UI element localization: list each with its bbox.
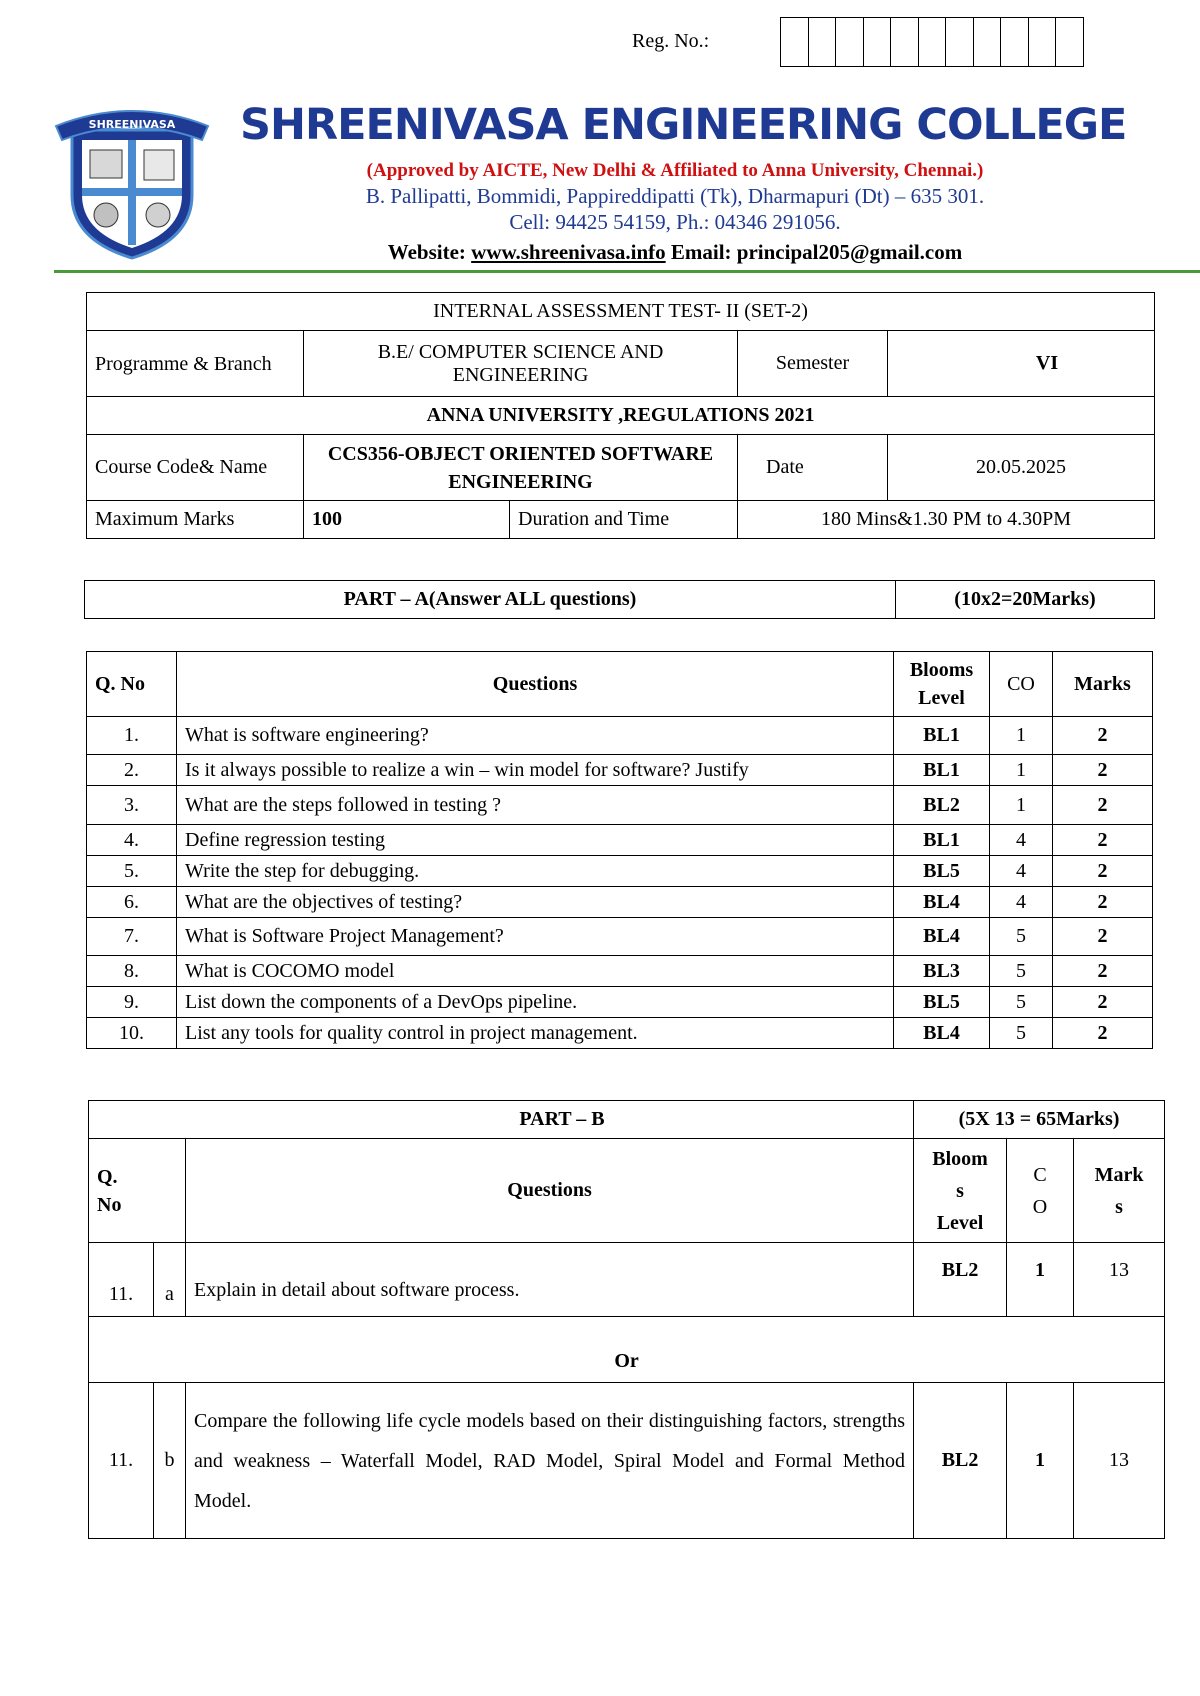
part-b-blooms-line3: Level <box>936 1211 984 1234</box>
q11b-marks: 13 <box>1074 1383 1165 1539</box>
question-marks: 2 <box>1053 918 1153 956</box>
question-text: List down the components of a DevOps pipeline. <box>177 987 894 1018</box>
blooms-header-line1: Blooms <box>909 659 974 681</box>
question-co: 5 <box>990 1018 1053 1049</box>
duration-value: 180 Mins&1.30 PM to 4.30PM <box>738 501 1155 539</box>
part-b-co-header <box>1007 1139 1074 1243</box>
question-co: 4 <box>990 856 1053 887</box>
question-row <box>87 887 1153 918</box>
q11b-bl: BL2 <box>914 1383 1007 1539</box>
question-co: 1 <box>990 786 1053 825</box>
question-marks: 2 <box>1053 717 1153 755</box>
question-number: 10. <box>87 1018 177 1049</box>
question-blooms-level: BL4 <box>894 887 990 918</box>
question-number: 6. <box>87 887 177 918</box>
course-value <box>304 435 738 501</box>
question-co: 5 <box>990 987 1053 1018</box>
reg-no-box[interactable] <box>1055 18 1084 66</box>
reg-no-box[interactable] <box>945 18 973 66</box>
test-title: INTERNAL ASSESSMENT TEST- II (SET-2) <box>87 293 1155 331</box>
question-blooms-level: BL1 <box>894 755 990 786</box>
part-b-table <box>88 1100 1165 1539</box>
part-b-co-line1: C <box>1033 1163 1047 1186</box>
question-co: 4 <box>990 825 1053 856</box>
questions-header: Questions <box>177 652 894 717</box>
question-number: 3. <box>87 786 177 825</box>
question-co: 4 <box>990 887 1053 918</box>
question-row <box>87 856 1153 887</box>
question-row <box>87 786 1153 825</box>
question-row <box>87 918 1153 956</box>
question-marks: 2 <box>1053 856 1153 887</box>
question-text: What are the steps followed in testing ? <box>177 786 894 825</box>
question-marks: 2 <box>1053 987 1153 1018</box>
question-text: What is software engineering? <box>177 717 894 755</box>
qno-header: Q. No <box>87 652 177 717</box>
reg-no-box[interactable] <box>835 18 863 66</box>
question-text: Is it always possible to realize a win – win model for software? Justify <box>177 755 894 786</box>
question-blooms-level: BL5 <box>894 987 990 1018</box>
question-text: What is COCOMO model <box>177 956 894 987</box>
part-b-qno-line2: No <box>97 1193 122 1216</box>
semester-label: Semester <box>738 331 888 397</box>
q11b-question: Compare the following life cycle models based on their distinguishing factors, strengths and weakness – Waterfall Model, RAD Model, Spiral Model and Formal Method Model. <box>186 1383 914 1539</box>
course-value-line1: CCS356-OBJECT ORIENTED SOFTWARE <box>327 442 714 465</box>
question-marks: 2 <box>1053 755 1153 786</box>
question-row <box>87 717 1153 755</box>
part-b-marks-line1: Mark <box>1094 1163 1144 1186</box>
question-number: 5. <box>87 856 177 887</box>
question-blooms-level: BL4 <box>894 1018 990 1049</box>
question-row <box>87 755 1153 786</box>
question-text: What is Software Project Management? <box>177 918 894 956</box>
marks-header: Marks <box>1053 652 1153 717</box>
part-b-qno-header <box>89 1139 186 1243</box>
date-label: Date <box>738 435 888 501</box>
q11a-bl: BL2 <box>914 1243 1007 1317</box>
question-text: Define regression testing <box>177 825 894 856</box>
reg-no-box[interactable] <box>973 18 1001 66</box>
reg-no-box[interactable] <box>1000 18 1028 66</box>
q11a-question: Explain in detail about software process. <box>186 1243 914 1317</box>
question-marks: 2 <box>1053 956 1153 987</box>
question-number: 9. <box>87 987 177 1018</box>
question-number: 4. <box>87 825 177 856</box>
question-blooms-level: BL5 <box>894 856 990 887</box>
part-b-blooms-header <box>914 1139 1007 1243</box>
question-marks: 2 <box>1053 887 1153 918</box>
email-value: principal205@gmail.com <box>736 240 963 264</box>
question-blooms-level: BL1 <box>894 825 990 856</box>
question-text: List any tools for quality control in project management. <box>177 1018 894 1049</box>
part-a-table <box>86 651 1153 1049</box>
part-b-qno-line1: Q. <box>97 1165 118 1188</box>
reg-no-box[interactable] <box>1028 18 1056 66</box>
question-number: 1. <box>87 717 177 755</box>
date-value: 20.05.2025 <box>888 435 1155 501</box>
part-b-marks-line2: s <box>1115 1195 1123 1218</box>
part-b-marks-header <box>1074 1139 1165 1243</box>
question-marks: 2 <box>1053 1018 1153 1049</box>
part-b-blooms-line1: Bloom <box>932 1147 988 1170</box>
or-separator: Or <box>89 1317 1165 1383</box>
q11b-sub: b <box>154 1383 186 1539</box>
exam-info-table <box>86 292 1155 539</box>
max-marks-label: Maximum Marks <box>87 501 304 539</box>
question-co: 5 <box>990 956 1053 987</box>
programme-value: B.E/ COMPUTER SCIENCE AND ENGINEERING <box>304 331 738 397</box>
question-blooms-level: BL2 <box>894 786 990 825</box>
q11b-no: 11. <box>89 1383 154 1539</box>
course-value-line2: ENGINEERING <box>448 470 593 493</box>
semester-value: VI <box>888 331 1155 397</box>
question-blooms-level: BL3 <box>894 956 990 987</box>
part-b-co-line2: O <box>1032 1195 1048 1218</box>
reg-no-box[interactable] <box>808 18 836 66</box>
question-row <box>87 825 1153 856</box>
q11a-no: 11. <box>89 1243 154 1317</box>
question-number: 7. <box>87 918 177 956</box>
college-address: B. Pallipatti, Bommidi, Pappireddipatti (Tk), Dharmapuri (Dt) – 635 301. <box>365 184 985 208</box>
course-label: Course Code& Name <box>87 435 304 501</box>
part-b-marks: (5X 13 = 65Marks) <box>914 1101 1165 1139</box>
question-row <box>87 1018 1153 1049</box>
blooms-header-line2: Level <box>918 687 965 709</box>
college-contact: Cell: 94425 54159, Ph.: 04346 291056. <box>509 210 841 234</box>
email-label: Email: <box>670 240 732 264</box>
question-marks: 2 <box>1053 786 1153 825</box>
website-link[interactable]: www.shreenivasa.info <box>471 240 666 264</box>
q11a-sub: a <box>154 1243 186 1317</box>
web-email-line <box>150 240 1200 265</box>
q11a-marks: 13 <box>1074 1243 1165 1317</box>
part-b-title: PART – B <box>89 1101 914 1139</box>
reg-no-label: Reg. No.: <box>632 30 710 52</box>
header-divider <box>54 270 1200 273</box>
question-co: 5 <box>990 918 1053 956</box>
q11a-co: 1 <box>1007 1243 1074 1317</box>
duration-label: Duration and Time <box>510 501 738 539</box>
part-a-header <box>84 580 1155 619</box>
part-a-title: PART – A(Answer ALL questions) <box>85 581 896 619</box>
question-number: 8. <box>87 956 177 987</box>
reg-no-box[interactable] <box>863 18 891 66</box>
question-row <box>87 987 1153 1018</box>
question-blooms-level: BL1 <box>894 717 990 755</box>
approval-text: (Approved by AICTE, New Delhi & Affiliated to Anna University, Chennai.) <box>366 160 984 181</box>
question-row <box>87 956 1153 987</box>
part-b-questions-header: Questions <box>186 1139 914 1243</box>
website-label: Website: <box>387 240 466 264</box>
part-a-marks: (10x2=20Marks) <box>896 581 1155 619</box>
reg-no-box[interactable] <box>918 18 946 66</box>
question-co: 1 <box>990 717 1053 755</box>
max-marks-value: 100 <box>304 501 510 539</box>
question-co: 1 <box>990 755 1053 786</box>
blooms-header <box>894 652 990 717</box>
programme-label: Programme & Branch <box>87 331 304 397</box>
q11b-co: 1 <box>1007 1383 1074 1539</box>
question-text: Write the step for debugging. <box>177 856 894 887</box>
reg-no-boxes <box>780 17 1084 67</box>
logo-banner-text: SHREENIVASA <box>88 118 176 131</box>
reg-no-box[interactable] <box>890 18 918 66</box>
question-blooms-level: BL4 <box>894 918 990 956</box>
college-name: SHREENIVASA ENGINEERING COLLEGE <box>240 100 1127 150</box>
question-number: 2. <box>87 755 177 786</box>
question-text: What are the objectives of testing? <box>177 887 894 918</box>
regulation-text: ANNA UNIVERSITY ,REGULATIONS 2021 <box>87 397 1155 435</box>
co-header: CO <box>990 652 1053 717</box>
question-marks: 2 <box>1053 825 1153 856</box>
part-b-blooms-line2: s <box>956 1179 964 1202</box>
reg-no-box[interactable] <box>780 18 808 66</box>
